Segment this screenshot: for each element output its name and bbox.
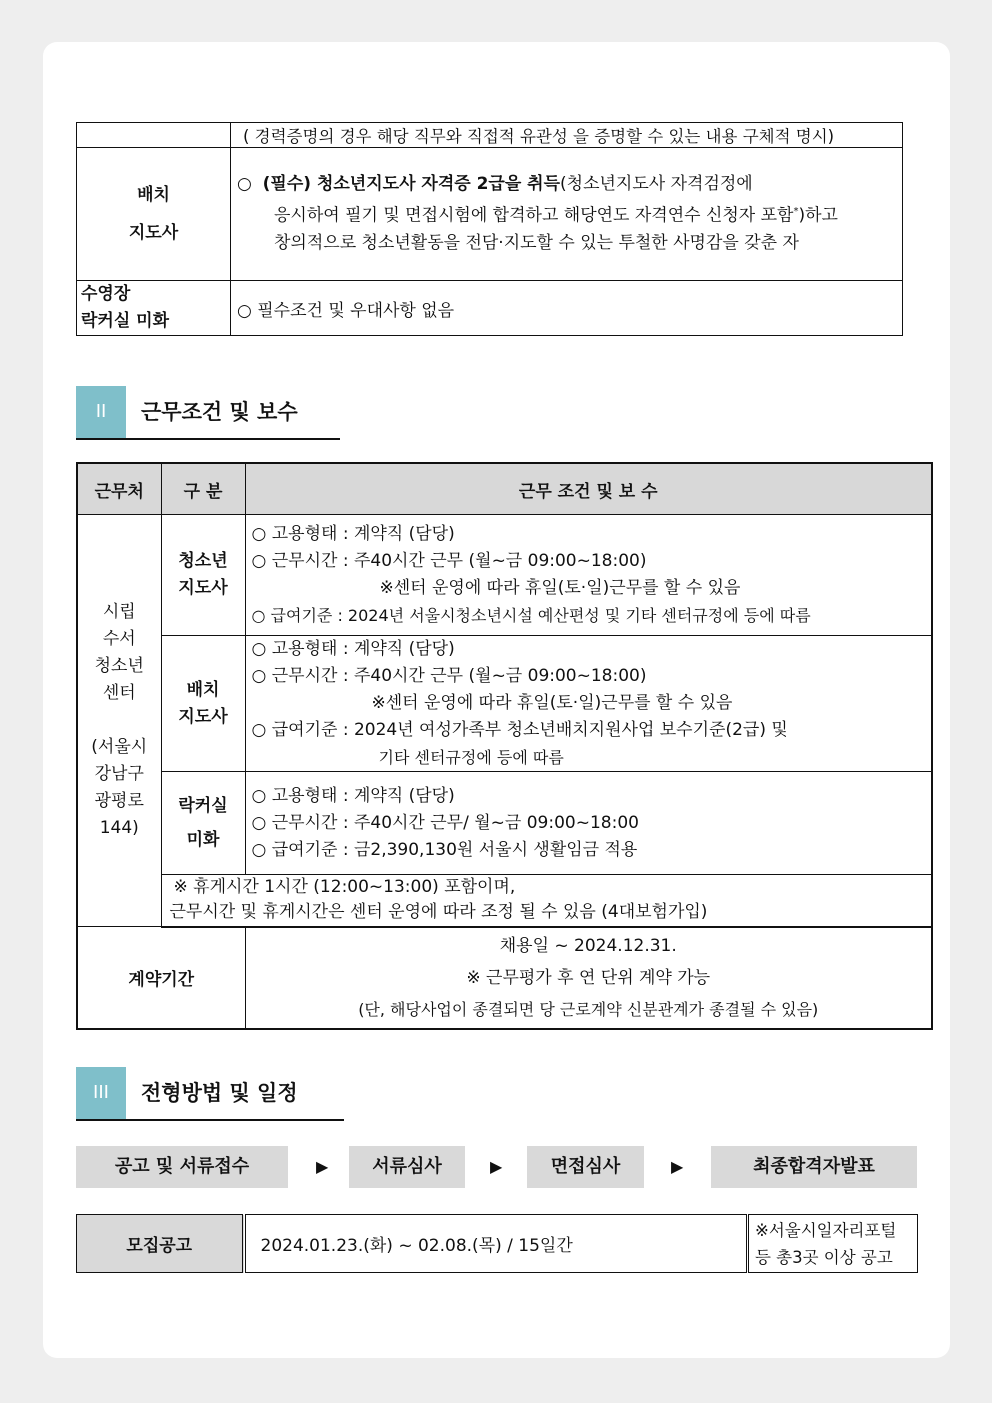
section-header-3 xyxy=(76,1067,344,1121)
section-number: II xyxy=(76,386,126,438)
flow-step-document-review: 서류심사 xyxy=(349,1146,465,1188)
section-title: 전형방법 및 일정 xyxy=(141,1081,298,1105)
contract-period-label: 계약기간 xyxy=(77,927,245,1029)
workplace-cell: 시립 수서 청소년 센터 (서울시 강남구 광평로 144) xyxy=(77,515,161,927)
arrow-right-icon: ▶ xyxy=(316,1157,329,1176)
placement-label: 배치 지도사 xyxy=(77,148,231,281)
section-title: 근무조건 및 보수 xyxy=(141,400,298,424)
pool-locker-requirement: ○ 필수조건 및 우대사항 없음 xyxy=(231,281,903,336)
conditions-locker-cleaning: ○ 고용형태 : 계약직 (담당) ○ 근무시간 : 주40시간 근무/ 월~금 09:00~18:00 ○ 급여기준 : 금2,390,130원 서울시 생활임금 적용 xyxy=(245,772,932,875)
experience-note: ( 경력증명의 경우 해당 직무와 직접적 유관성 을 증명할 수 있는 내용 구체적 명시) xyxy=(231,123,903,148)
rest-time-note: ※ 휴게시간 1시간 (12:00~13:00) 포함이며, 근무시간 및 휴게시간은 센터 운영에 따라 조정 될 수 있음 (4대보험가입) xyxy=(161,875,932,927)
category-youth-instructor: 청소년 지도사 xyxy=(161,515,245,636)
recruitment-schedule-table xyxy=(76,1214,918,1273)
placement-requirement: ○ (필수) 청소년지도사 자격증 2급을 취득(청소년지도사 자격검정에 응시하여 필기 및 면접시험에 합격하고 해당연도 자격연수 신청자 포함*)하고 창의적으로 청소년활동을 전담·지도할 수 있는 투철한 사명감을 갖춘 자 xyxy=(231,148,903,281)
conditions-placement-instructor: ○ 고용형태 : 계약직 (담당) ○ 근무시간 : 주40시간 근무 (월~금 09:00~18:00) ※센터 운영에 따라 휴일(토·일)근무를 할 수 있음 ○ 급여기준 : 2024년 여성가족부 청소년배치지원사업 보수기준(2급) 및 기타 센터규정에 등에 따름 xyxy=(245,636,932,772)
recruitment-note: ※서울시일자리포털 등 총3곳 이상 공고 xyxy=(748,1215,918,1273)
contract-period-value: 채용일 ~ 2024.12.31. ※ 근무평가 후 연 단위 계약 가능 (단, 해당사업이 종결되면 당 근로계약 신분관계가 종결될 수 있음) xyxy=(245,927,932,1029)
category-placement-instructor: 배치 지도사 xyxy=(161,636,245,772)
category-locker-cleaning: 락커실 미화 xyxy=(161,772,245,875)
section-number: III xyxy=(76,1067,126,1119)
pool-locker-label: 수영장 락커실 미화 xyxy=(77,281,231,336)
working-conditions-table xyxy=(76,462,933,1030)
section-header-2 xyxy=(76,386,340,440)
arrow-right-icon: ▶ xyxy=(490,1157,503,1176)
header-workplace: 근무처 xyxy=(77,463,161,515)
conditions-youth-instructor: ○ 고용형태 : 계약직 (담당) ○ 근무시간 : 주40시간 근무 (월~금 09:00~18:00) ※센터 운영에 따라 휴일(토·일)근무를 할 수 있음 ○ 급여기준 : 2024년 서울시청소년시설 예산편성 및 기타 센터규정에 등에 따름 xyxy=(245,515,932,636)
header-conditions: 근무 조건 및 보 수 xyxy=(245,463,932,515)
recruitment-label: 모집공고 xyxy=(77,1215,244,1273)
bullet-icon: ○ xyxy=(237,174,252,195)
recruitment-period: 2024.01.23.(화) ~ 02.08.(목) / 15일간 xyxy=(244,1215,748,1273)
flow-step-interview: 면접심사 xyxy=(527,1146,644,1188)
qualification-table xyxy=(76,122,903,336)
document-page xyxy=(43,42,950,1358)
arrow-right-icon: ▶ xyxy=(671,1157,684,1176)
flow-step-announcement: 공고 및 서류접수 xyxy=(76,1146,288,1188)
flow-step-final-announcement: 최종합격자발표 xyxy=(711,1146,917,1188)
header-category: 구 분 xyxy=(161,463,245,515)
